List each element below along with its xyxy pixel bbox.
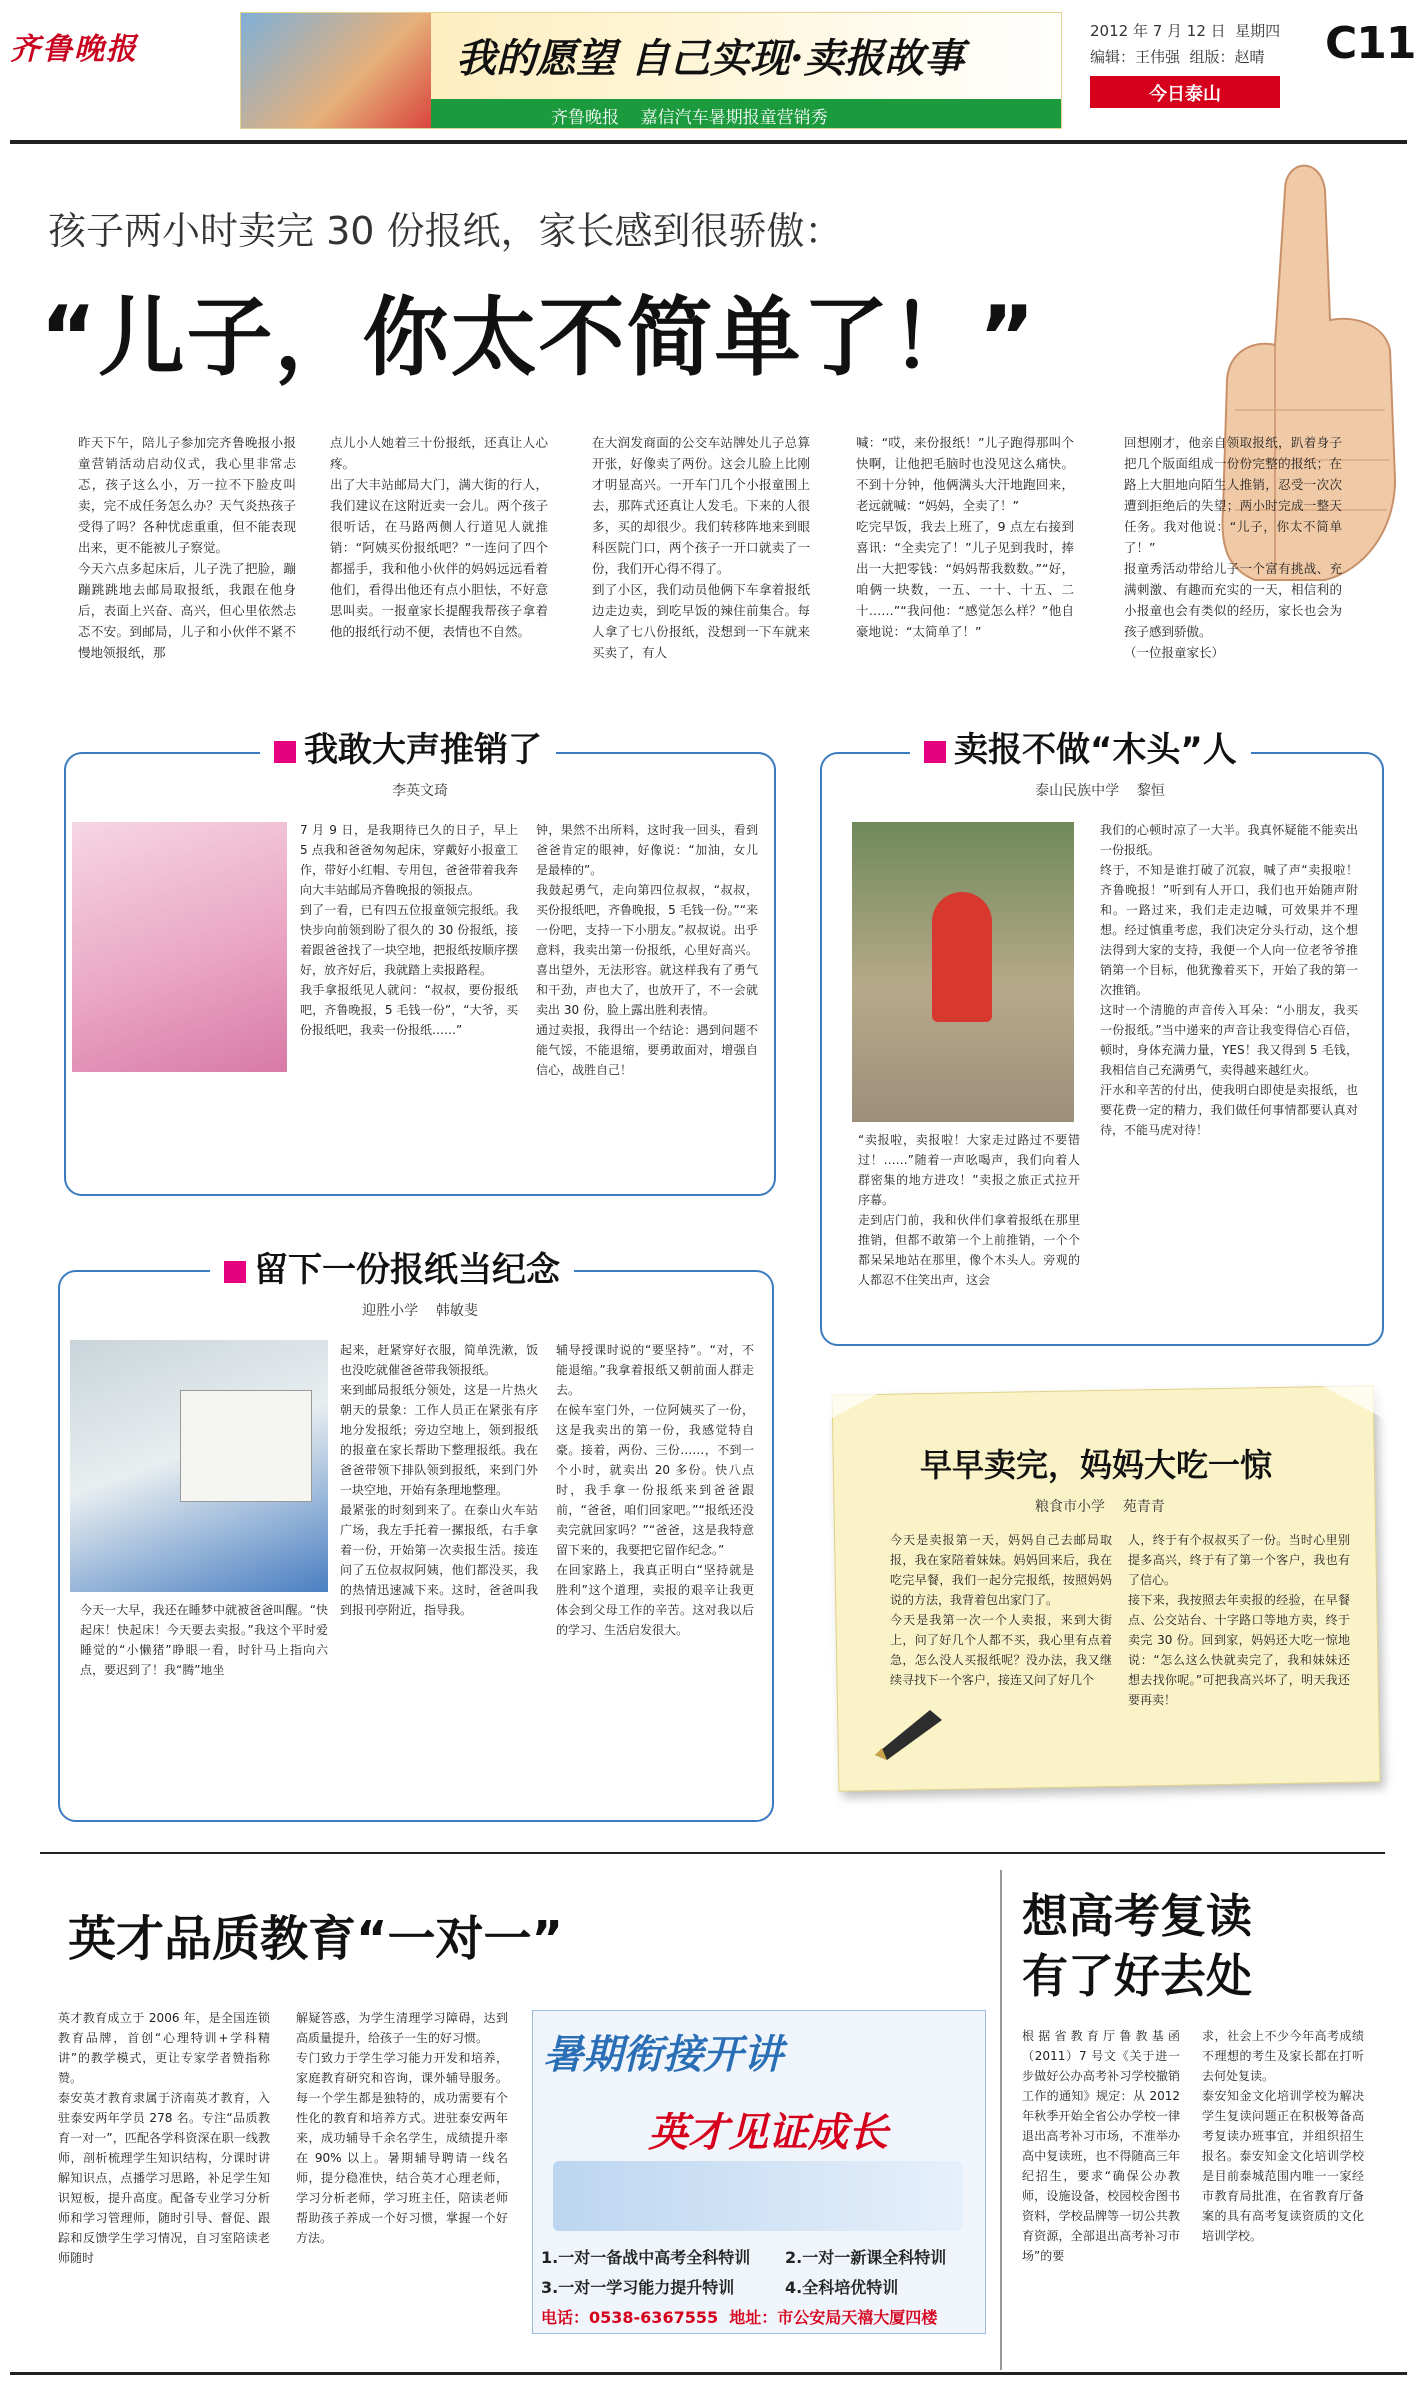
ad-2-title-line-2: 有了好去处 <box>1022 1949 1252 2003</box>
fountain-pen-icon <box>870 1700 950 1760</box>
ad-1-title: 英才品质教育“一对一” <box>68 1911 564 1967</box>
header-banner <box>240 12 1062 129</box>
section-tag-label: 今日泰山 <box>1149 84 1221 105</box>
ad-1-service-1: 1.一对一备战中高考全科特训 <box>541 2248 751 2267</box>
story-1-title <box>260 722 556 771</box>
section-rule <box>40 1852 1385 1854</box>
ad-1-contact: 电话：0538-6367555 地址：市公安局天禧大厦四楼 <box>541 2308 938 2327</box>
editors-credit: 编辑：王伟强 组版：赵晴 <box>1090 48 1265 66</box>
ad-2-column-1: 根据省教育厅鲁教基函（2011）7 号文《关于进一步做好公办高考补习学校撤销工作的通知》规定：从 2012 年秋季开始全省公办学校一律退出高考补习市场，不准举办高中复读班，也不得随高三年纪招生，要求“确保公办教师，设施设备，校园校舍图书资料，学校品牌等一切公共教育资源，全部退出高考补习市场”的要 <box>1022 2029 1180 2263</box>
banner-subtitle-bar <box>431 99 1061 128</box>
lead-column-3: 在大润发商面的公交车站牌处儿子总算开张，好像卖了两份。这会儿脸上比刚才明显高兴。一开车门几个小报童围上去，那阵式还真让人发毛。下来的人很多，买的却很少。我们转移阵地来到眼科医院门口，两个孩子一开口就卖了一份，我们开心得不得了。 到了小区，我们动员他俩下车拿着报纸边走边卖，到吃早饭的辣住前集合。每人拿了七八份报纸，没想到一下车就来买卖了，有人 <box>592 435 810 660</box>
lead-column-4: 喊：“哎，来份报纸！”儿子跑得那叫个快啊，让他把毛脑时也没见这么痛快。不到十分钟，他俩满头大汗地跑回来，老远就喊：“妈妈，全卖了！” 吃完早饭，我去上班了，9 点左右接到喜讯：“全卖完了！”儿子见到我时，捧出一大把零钱：“妈妈帮我数数。”“好，咱俩一块数，一五、一十、十五、二十……”“我问他：“感觉怎么样？”他自豪地说：“太简单了！” <box>856 435 1074 639</box>
held-newspaper <box>180 1390 312 1502</box>
ad-1-column-2: 解疑答惑，为学生清理学习障碍，达到高质量提升，给孩子一生的好习惯。 专门致力于学生学习能力开发和培养，家庭教育研究和咨询，课外辅导服务。每一个学生都是独特的，成功需要有个性化的教育和培养方式。进驻泰安两年来，成功辅导千余名学生，成绩提升率在 90% 以上。暑期辅导聘请一线名师，提分稳准快，结合英才心理老师，学习分析老师，学习班主任，陪读老师帮助孩子养成一个好习惯，掌握一个好方法。 <box>296 2011 508 2245</box>
story-1-column-2: 钟，果然不出所料，这时我一回头，看到爸爸肯定的眼神，好像说：“加油，女儿是最棒的”。 我鼓起勇气，走向第四位叔叔，“叔叔，买份报纸吧，齐鲁晚报，5 毛钱一份。”“来一份吧，支持一下小朋友。”叔叔说。出乎意料，我卖出第一份报纸，心里好高兴。喜出望外，无法形容。就这样我有了勇气和干劲，声也大了，也放开了，不一会就卖出 30 份，脸上露出胜利表情。 通过卖报，我得出一个结论：遇到问题不能气馁，不能退缩，要勇敢面对，增强自信心，战胜自己！ <box>536 823 758 1077</box>
story-3-column-1: 起来，赶紧穿好衣服，简单洗漱，饭也没吃就催爸爸带我领报纸。 来到邮局报纸分领处，这是一片热火朝天的景象：工作人员正在紧张有序地分发报纸；旁边空地上，领到报纸的报童在家长帮助下整理报纸。我在爸爸带领下排队领到报纸，来到门外一块空地，开始有条理地整理。 最紧张的时刻到来了。在泰山火车站广场，我左手托着一摞报纸，右手拿着一份，开始第一次卖报生活。接连问了五位叔叔阿姨，他们都没买，我的热情迅速减下来。这时，爸爸叫我到报刊亭附近，指导我。 <box>340 1343 538 1617</box>
ad-1-service-2: 2.一对一新课全科特训 <box>785 2248 947 2267</box>
boy-figure <box>932 892 992 1022</box>
story-3-title-text: 留下一份报纸当纪念 <box>254 1250 560 1290</box>
story-4-column-2: 人，终于有个叔叔买了一份。当时心里别提多高兴，终于有了第一个客户，我也有了信心。 接下来，我按照去年卖报的经验，在早餐点、公交站台、十字路口等地方卖，终于卖完 30 份。回到家，妈妈还大吃一惊地说：“怎么这么快就卖完了，我和妹妹还想去找你呢。”可把我高兴坏了，明天我还要再卖！ <box>1128 1533 1350 1707</box>
page-number: C11 <box>1325 18 1416 69</box>
pink-square-icon <box>924 741 946 763</box>
masthead-logo <box>10 24 170 70</box>
ad-1-banner-graphic <box>553 2161 963 2231</box>
logo-text: 齐鲁晚报 <box>10 32 138 67</box>
issue-date: 2012 年 7 月 12 日 星期四 <box>1090 22 1281 40</box>
story-3-title <box>210 1242 574 1291</box>
ad-1-service-4: 4.全科培优特训 <box>785 2278 899 2297</box>
story-2-bottom-text: “卖报啦，卖报啦！大家走过路过不要错过！……”随着一声吆喝声，我们向着人群密集的地方进攻！”卖报之旅正式拉开序幕。 走到店门前，我和伙伴们拿着报纸在那里推销，但都不敢第一个上前推销，一个个都呆呆地站在那里，像个木头人。旁观的人都忍不住笑出声，这会 <box>858 1133 1080 1287</box>
boy-street-photo <box>852 822 1074 1122</box>
story-2-right-column: 我们的心顿时凉了一大半。我真怀疑能不能卖出一份报纸。 终于，不知是谁打破了沉寂，喊了声“卖报啦！齐鲁晚报！”听到有人开口，我们也开始随声附和。一路过来，我们走走边喊，可效果并不理想。经过慎重考虑，我们决定分头行动，这个想法得到大家的支持，我便一个人向一位老爷爷推销第一个目标，他犹豫着买下，开始了我的第一次推销。 这时一个清脆的声音传入耳朵：“小朋友，我买一份报纸。”当中递来的声音让我变得信心百倍，顿时，身体充满力量，YES！我又得到 5 毛钱，我相信自己充满勇气，卖得越来越红火。 汗水和辛苦的付出，使我明白即使是卖报纸，也要花费一定的精力，我们做任何事情都要认真对待，不能马虎对待！ <box>1100 823 1358 1137</box>
ad-2-column-2: 求，社会上不少今年高考成绩不理想的考生及家长都在打听去何处复读。 泰安知金文化培训学校为解决学生复读问题正在积极筹备高考复读办班事宜，并组织招生报名。泰安知金文化培训学校是目前泰城范围内唯一一家经市教育局批准，在省教育厅备案的具有高考复读资质的文化培训学校。 <box>1202 2029 1364 2243</box>
story-3-bottom-text: 今天一大早，我还在睡梦中就被爸爸叫醒。“快起床！快起床！今天要去卖报。”我这个平时爱睡觉的“小懒猪”睁眼一看，时针马上指向六点，要迟到了！我“腾”地坐 <box>80 1603 328 1677</box>
banner-subtitle: 齐鲁晚报 嘉信汽车暑期报童营销秀 <box>551 108 828 128</box>
ad-1-service-3: 3.一对一学习能力提升特训 <box>541 2278 735 2297</box>
lead-headline: “儿子，你太不简单了！” <box>40 288 1038 388</box>
footer-rule <box>10 2372 1407 2375</box>
header-rule <box>10 140 1407 144</box>
story-1-byline: 李英文琦 <box>392 783 448 799</box>
story-2-title-text: 卖报不做“木头”人 <box>954 730 1237 770</box>
lead-subtitle: 孩子两小时卖完 30 份报纸，家长感到很骄傲： <box>48 209 843 253</box>
story-4-byline: 粮食市小学 苑青青 <box>1035 1499 1165 1515</box>
ad-1-banner-line-2: 英才见证成长 <box>648 2110 888 2156</box>
pink-square-icon <box>274 741 296 763</box>
lead-column-5: 回想刚才，他亲自领取报纸，趴着身子把几个版面组成一份份完整的报纸；在路上大胆地向陌生人推销，忍受一次次遭到拒绝后的失望；两小时完成一整天任务。我对他说：“儿子，你太不简单了！” 报童秀活动带给儿子一个富有挑战、充满刺激、有趣而充实的一天，相信利的小报童也会有类似的经历，家长也会为孩子感到骄傲。 （一位报童家长） <box>1124 435 1342 660</box>
story-3-column-2: 辅导授课时说的“要坚持”。“对，不能退缩。”我拿着报纸又朝前面人群走去。 在候车室门外，一位阿姨买了一份，这是我卖出的第一份，我感觉特自豪。接着，两份、三份……，不到一个小时，就卖出 20 多份。快八点时，我手拿一份报纸来到爸爸跟前，“爸爸，咱们回家吧。”“报纸还没卖完就回家吗？”“爸爸，这是我特意留下来的，我要把它留作纪念。” 在回家路上，我真正明白“坚持就是胜利”这个道理，卖报的艰辛让我更体会到父母工作的辛苦。这对我以后的学习、生活启发很大。 <box>556 1343 754 1637</box>
banner-title: 我的愿望 自己实现·卖报故事 <box>456 35 964 82</box>
ad-1-column-1: 英才教育成立于 2006 年，是全国连锁教育品牌，首创“心理特训+学科精讲”的教学模式，更让专家学者赞指称赞。 泰安英才教育隶属于济南英才教育，入驻泰安两年学员 278 名。专注“品质教育一对一”，匹配各学科资深在职一线教师，剖析梳理学生知识结构，分课时讲解知识点，点播学习思路，补足学生知识短板，提升高度。配备专业学习分析师和学习管理师，随时引导、督促、跟踪和反馈学生学习情况，自习室陪读老师随时 <box>58 2011 270 2265</box>
story-2-byline: 泰山民族中学 黎恒 <box>1035 783 1165 799</box>
ad-2-title-line-1: 想高考复读 <box>1022 1889 1252 1943</box>
ad-1-banner <box>532 2010 986 2334</box>
story-1-title-text: 我敢大声推销了 <box>304 730 542 770</box>
girl-photo <box>72 822 287 1072</box>
story-2-title <box>910 722 1251 771</box>
story-4-title: 早早卖完，妈妈大吃一惊 <box>920 1446 1273 1484</box>
story-3-byline: 迎胜小学 韩敏斐 <box>362 1303 478 1319</box>
section-tag <box>1090 76 1280 108</box>
story-4-column-1: 今天是卖报第一天，妈妈自己去邮局取报，我在家陪着妹妹。妈妈回来后，我在吃完早餐，我们一起分完报纸，按照妈妈说的方法，我背着包出家门了。 今天是我第一次一个人卖报，来到大街上，问了好几个人都不买，我心里有点着急，怎么没人买报纸呢？没办法，我又继续寻找下一个客户，接连又问了好几个 <box>890 1533 1112 1687</box>
story-1-column-1: 7 月 9 日，是我期待已久的日子，早上 5 点我和爸爸匆匆起床，穿戴好小报童工作，带好小红帽、专用包，爸爸带着我奔向大丰站邮局齐鲁晚报的领报点。 到了一看，已有四五位报童领完报纸。我快步向前领到盼了很久的 30 份报纸，接着跟爸爸找了一块空地，把报纸按顺序摆好，放齐好后，我就踏上卖报路程。 我手拿报纸见人就问：“叔叔，要份报纸吧，齐鲁晚报，5 毛钱一份”，“大爷，买份报纸吧，我卖一份报纸……” <box>300 823 518 1037</box>
boy-newspaper-photo <box>70 1340 328 1592</box>
ad-1-banner-line-1: 暑期衔接开讲 <box>543 2032 783 2078</box>
banner-kids-photo <box>241 13 431 128</box>
lead-column-1: 昨天下午，陪儿子参加完齐鲁晚报小报童营销活动启动仪式，我心里非常忐忑，孩子这么小，万一拉不下脸皮叫卖，完不成任务怎么办？天气炎热孩子受得了吗？各种忧虑重重，但不能表现出来，更不能被儿子察觉。 今天六点多起床后，儿子洗了把脸，蹦蹦跳跳地去邮局取报纸，我跟在他身后，表面上兴奋、高兴，但心里依然忐忑不安。到邮局，儿子和小伙伴不紧不慢地领报纸，那 <box>78 435 296 660</box>
lead-column-2: 点儿小人她着三十份报纸，还真让人心疼。 出了大丰站邮局大门，满大街的行人，我们建议在这附近卖一会儿。两个孩子很听话，在马路两侧人行道见人就推销：“阿姨买份报纸吧？”一连问了四个都摇手，我和他小伙伴的妈妈远远看着他们，看得出他还有点小胆怯，不好意思叫卖。一报童家长提醒我帮孩子拿着他的报纸行动不便，表情也不自然。 <box>330 435 548 639</box>
pink-square-icon <box>224 1261 246 1283</box>
ad-column-divider <box>1000 1870 1002 2370</box>
